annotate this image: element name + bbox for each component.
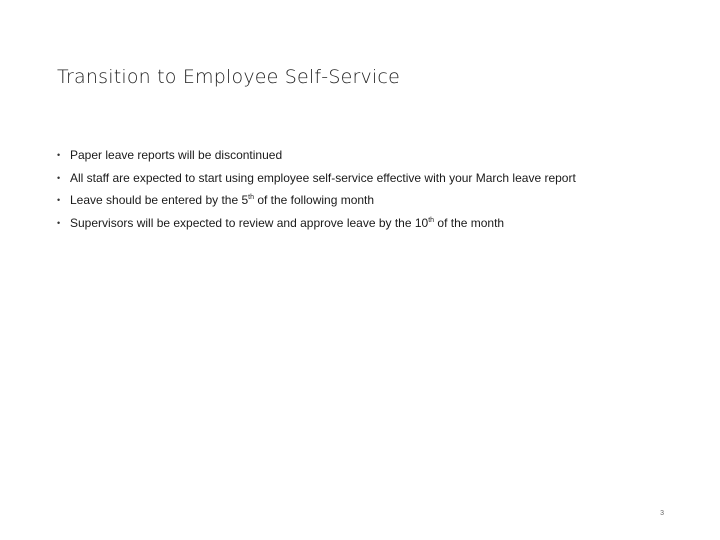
bullet-marker: •: [57, 172, 61, 183]
bullet-text-start: Supervisors will be expected to review and approve leave by the 10: [70, 215, 429, 230]
bullet-marker: •: [57, 150, 61, 160]
ordinal-superscript: th: [248, 194, 254, 201]
bullet-item: [57, 212, 576, 235]
bullet-text-end: of the month: [434, 215, 505, 230]
bullet-item: [57, 167, 576, 190]
bullet-item: [57, 144, 576, 167]
bullet-list: [57, 144, 576, 234]
slide-title: Transition to Employee Self-Service: [57, 66, 400, 88]
bullet-marker: •: [57, 195, 61, 205]
bullet-item: [57, 189, 576, 212]
bullet-text-start: Leave should be entered by the 5: [70, 193, 249, 207]
ordinal-superscript: th: [428, 216, 435, 224]
bullet-marker: •: [57, 217, 61, 228]
bullet-text: All staff are expected to start using employee self-service effective with your March leave report: [70, 170, 576, 185]
bullet-text: [70, 193, 374, 207]
bullet-text: [70, 216, 504, 230]
bullet-text-end: of the following month: [253, 193, 375, 207]
bullet-text: Paper leave reports will be discontinued: [70, 148, 283, 162]
page-number: 3: [660, 510, 664, 517]
